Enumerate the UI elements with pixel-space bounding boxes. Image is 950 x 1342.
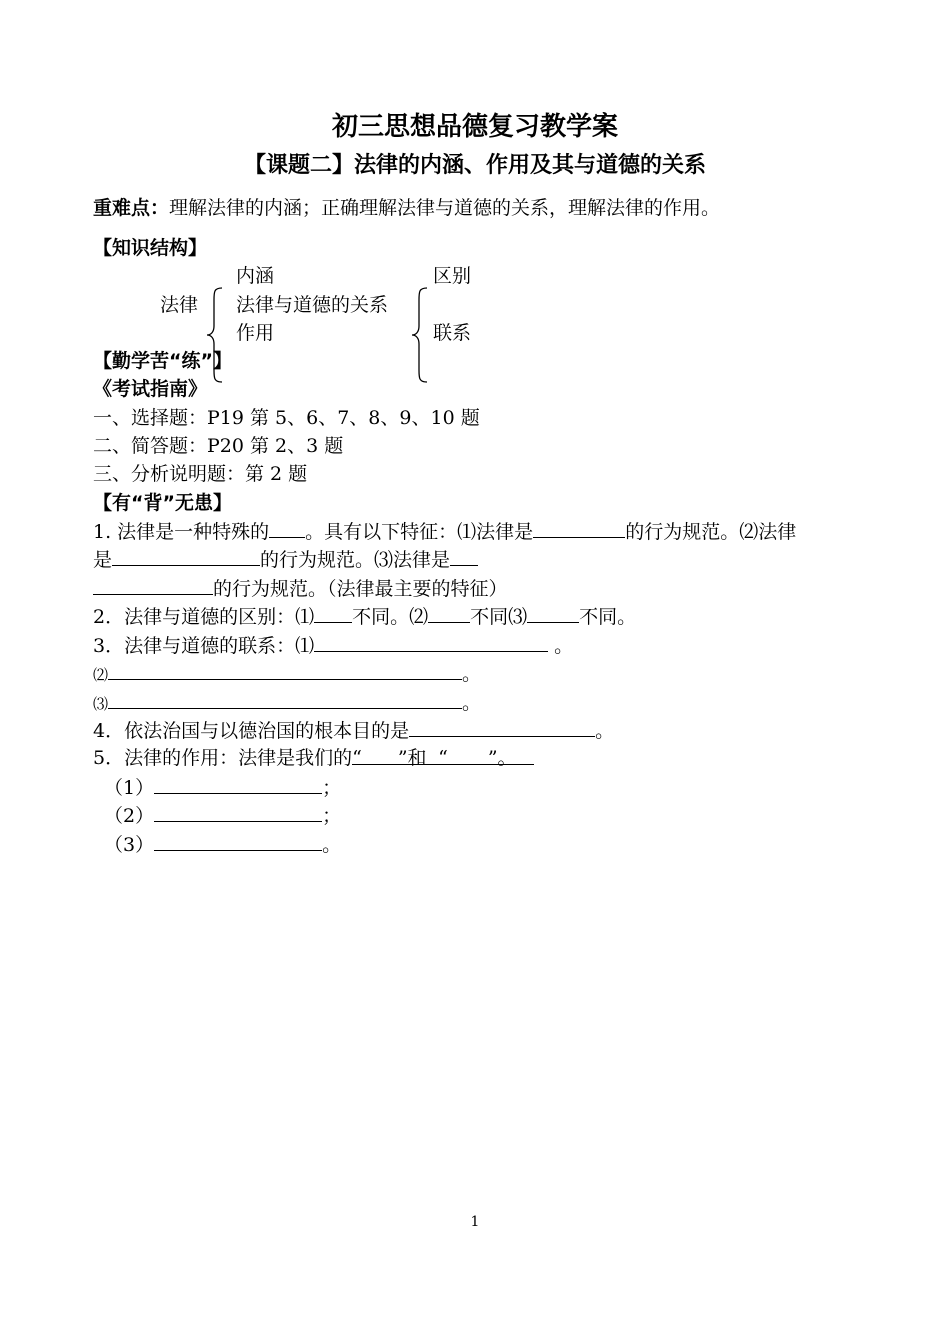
question-5-sub-2: （2） ； (104, 801, 341, 830)
question-3-line-2: ⑵ 。 (93, 659, 481, 689)
blank-field[interactable] (93, 574, 213, 595)
branch-1: 内涵 (236, 265, 275, 287)
knowledge-structure-heading: 【知识结构】 (93, 237, 208, 259)
question-4: 4．依法治国与以德治国的根本目的是 。 (93, 716, 614, 745)
practice-heading: 【勤学苦“练”】 (93, 350, 232, 372)
branch-2: 法律与道德的关系 (236, 294, 389, 316)
key-points-text: 理解法律的内涵；正确理解法律与道德的关系，理解法律的作用。 (169, 197, 721, 219)
question-5-sub-3: （3） 。 (104, 830, 341, 859)
page-title: 初三思想品德复习教学案 (331, 112, 618, 142)
question-1-line-2: 是 的行为规范。⑶法律是 (93, 545, 478, 574)
root-node: 法律 (160, 294, 199, 316)
blank-field[interactable] (154, 801, 322, 822)
question-5-sub-1: （1） ； (104, 773, 341, 802)
practice-item: 二、简答题：P20 第 2、3 题 (93, 435, 344, 457)
blank-field[interactable] (112, 545, 260, 566)
sub-branch-2: 联系 (433, 322, 472, 344)
blank-field[interactable] (527, 602, 579, 623)
blank-field[interactable] (314, 631, 548, 652)
right-brace-icon (410, 286, 430, 384)
lesson-subtitle: 【课题二】法律的内涵、作用及其与道德的关系 (243, 153, 706, 178)
memorize-heading: 【有“背”无患】 (93, 492, 232, 514)
blank-field[interactable] (409, 716, 595, 737)
blank-field[interactable] (269, 517, 305, 538)
blank-field[interactable] (428, 602, 470, 623)
sub-branch-1: 区别 (433, 265, 472, 287)
blank-field[interactable] (450, 545, 478, 566)
blank-field[interactable] (533, 517, 625, 538)
question-1-line-1: 1. 法律是一种特殊的 。具有以下特征：⑴法律是 的行为规范。⑵法律 (93, 517, 796, 546)
blank-field[interactable] (108, 688, 462, 709)
key-points-label: 重难点： (93, 197, 170, 219)
key-points-line (93, 194, 720, 222)
blank-field[interactable] (154, 830, 322, 851)
question-2: 2．法律与道德的区别：⑴ 不同。⑵ 不同⑶ 不同。 (93, 602, 636, 631)
question-3-line-3: ⑶ 。 (93, 688, 481, 718)
question-1-line-3: 的行为规范。（法律最主要的特征） (93, 574, 508, 603)
question-5: 5．法律的作用：法律是我们的“ ”和 “ ”。 (93, 744, 534, 772)
blank-field[interactable]: “ ”。 (438, 744, 534, 765)
blank-field[interactable] (314, 602, 352, 623)
question-3-line-1: 3．法律与道德的联系：⑴ 。 (93, 631, 573, 660)
blank-field[interactable]: “ ”和 (352, 744, 438, 765)
guide-title: 《考试指南》 (93, 378, 208, 400)
practice-item: 一、选择题：P19 第 5、6、7、8、9、10 题 (93, 407, 480, 429)
branch-3: 作用 (236, 322, 275, 344)
page-number: 1 (470, 1214, 480, 1230)
blank-field[interactable] (154, 773, 322, 794)
practice-item: 三、分析说明题：第 2 题 (93, 463, 308, 485)
blank-field[interactable] (108, 659, 462, 680)
